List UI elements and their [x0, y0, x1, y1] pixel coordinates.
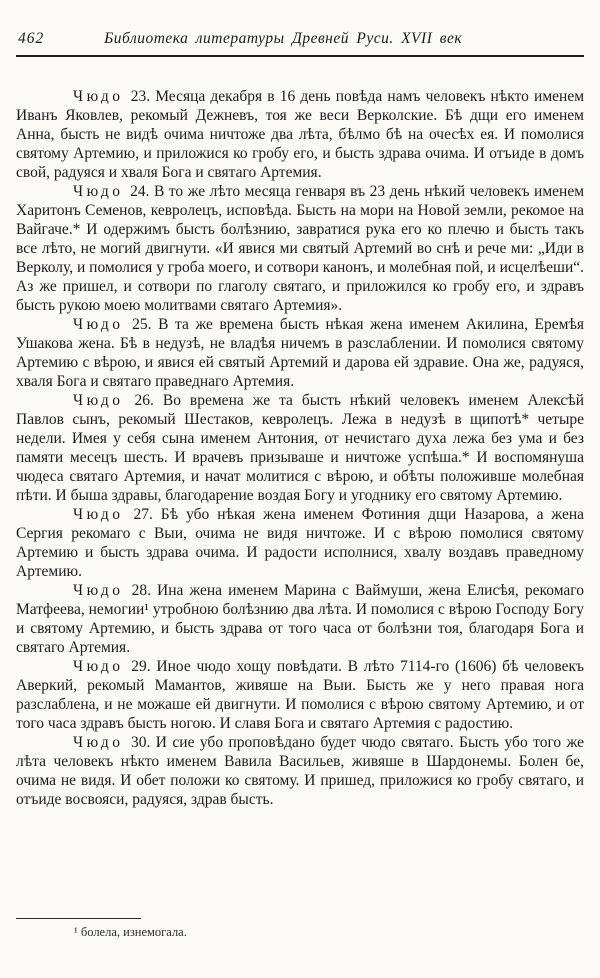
header-rule — [16, 55, 584, 57]
miracle-29-number: 29. — [131, 658, 151, 675]
miracle-30-text: И сие убо проповѣдано будет чюдо святаго. Бысть убо того же лѣта человекъ нѣкто именем Вавила Васильев, живяше в Шардонемы. Болен бе, очима не видя. И обет положи ко святому. И пришед, приложися ко гробу святаго, и отъиде восвояси, радуяся, здрав бысть. — [16, 734, 584, 808]
miracle-26-word: Чюдо — [73, 392, 124, 409]
running-title: Библиотека литературы Древней Руси. XVII век — [104, 30, 463, 47]
miracle-24-text: В то же лѣто месяца генваря въ 23 день нѣкий человекъ именем Харитонъ Семенов, кевролецъ, исповѣда. Бысть на мори на Новой земли, рекомое на Вайгаче.* И одержимъ бысть болѣзнию, завратися рука его ко плечю и бысть такъ все лѣто, не могий двигнути. «И явися ми святый Артемий во снѣ и рече ми: „Иди в Верколу, и помолися у гроба моего, и сотвори канонъ, и молебная пой, и исцелѣеши“. Аз же пришел, и сотвори по глаголу святаго, и приложился ко гробу его, и здравъ бысть рукою моею молитвами святаго Артемия». — [16, 183, 585, 314]
miracle-27-number: 27. — [133, 506, 153, 523]
miracle-27-text: Бѣ убо нѣкая жена именем Фотиния дщи Назарова, а жена Сергия рекомаго с Выи, очима не видя ничтоже. И с вѣрою помолися святому Артемию и бысть здрава очима. И радости исполнися, хвалу воздавъ праведному Артемию. — [16, 506, 584, 580]
miracle-23-number: 23. — [130, 88, 151, 105]
miracle-30-number: 30. — [130, 734, 151, 751]
miracle-23-word: Чюдо — [73, 88, 124, 105]
footnote-text: ¹ болела, изнемогала. — [74, 925, 187, 939]
paragraph-miracle-30 — [16, 733, 584, 809]
miracle-28-number: 28. — [131, 582, 151, 599]
footnote-rule — [16, 918, 141, 919]
miracle-26-number: 26. — [134, 392, 154, 409]
miracle-27-word: Чюдо — [73, 506, 124, 523]
paragraph-miracle-24 — [16, 182, 584, 315]
running-head — [16, 30, 584, 48]
paragraph-miracle-29 — [16, 657, 584, 733]
miracle-30-word: Чюдо — [73, 734, 124, 751]
page-number: 462 — [18, 30, 45, 47]
footnote-block — [16, 918, 584, 940]
miracle-24-word: Чюдо — [73, 183, 124, 200]
miracle-29-text: Иное чюдо хощу повѣдати. В лѣто 7114-го (1606) бѣ человекъ Аверкий, рекомый Мамантов, живяше на Выи. Бысть же у него правая нога разслаблена, и не можаше ей двигнути. И помолися с вѣрою святому Артемию, и от того часа здравъ бысть ногою. И славя Бога и святаго Артемия с радостию. — [16, 658, 585, 732]
miracle-24-number: 24. — [130, 183, 150, 200]
body-text — [16, 87, 584, 809]
miracle-28-text: Ина жена именем Марина с Ваймуши, жена Елисѣя, рекомаго Матфеева, немогии¹ утробною болѣзнию два лѣта. И помолися с вѣрою Господу Богу и святому Артемию, и бысть здрава от того часа от болѣзни тоя, благодаря Бога и святаго Артемия. — [16, 582, 584, 656]
miracle-25-number: 25. — [132, 316, 152, 333]
miracle-28-word: Чюдо — [73, 582, 124, 599]
paragraph-miracle-26 — [16, 391, 584, 505]
miracle-25-text: В та же времена бысть нѣкая жена именем Акилина, Еремѣя Ушакова жена. Бѣ в недузѣ, не владѣя ничемъ в разслаблении. И помолися святому Артемию с вѣрою, и явися ей святый Артемий и дарова ей здравие. Она же, радуяся, хваля Бога и святаго праведнаго Артемия. — [16, 316, 585, 390]
miracle-25-word: Чюдо — [73, 316, 124, 333]
paragraph-miracle-23 — [16, 87, 584, 182]
paragraph-miracle-27 — [16, 505, 584, 581]
paragraph-miracle-25 — [16, 315, 584, 391]
miracle-26-text: Во времена же та бысть нѣкий человекъ именем Алексѣй Павлов сынъ, рекомый Шестаков, кевролецъ. Лежа в недузѣ в щипотѣ* четыре недели. Имея у себя сына именем Антония, от нечистаго духа лежа без ума и без памяти месецъ шесть. И врачевъ призываше и ничтоже успѣша.* И воспомянуша чюдеса святаго Артемия, и начат молитися с вѣрою, и обѣты положивше молебная пѣти. И быша здравы, благодарение воздая Богу и угоднику его святому Артемию. — [16, 392, 584, 504]
miracle-23-text: Месяца декабря в 16 день повѣда намъ человекъ нѣкто именем Иванъ Яковлев, рекомый Дежневъ, тоя же веси Верколские. Бѣ дщи его именем Анна, бысть не видѣ очима ничтоже два лѣта, бѣлмо бѣ на очесѣх ея. И помолися святому Артемию, и приложися ко гробу его, и бысть здрава очима. И отъиде в домъ свой, радуяся и хваля Бога и святаго Артемия. — [16, 88, 585, 181]
paragraph-miracle-28 — [16, 581, 584, 657]
miracle-29-word: Чюдо — [73, 658, 124, 675]
